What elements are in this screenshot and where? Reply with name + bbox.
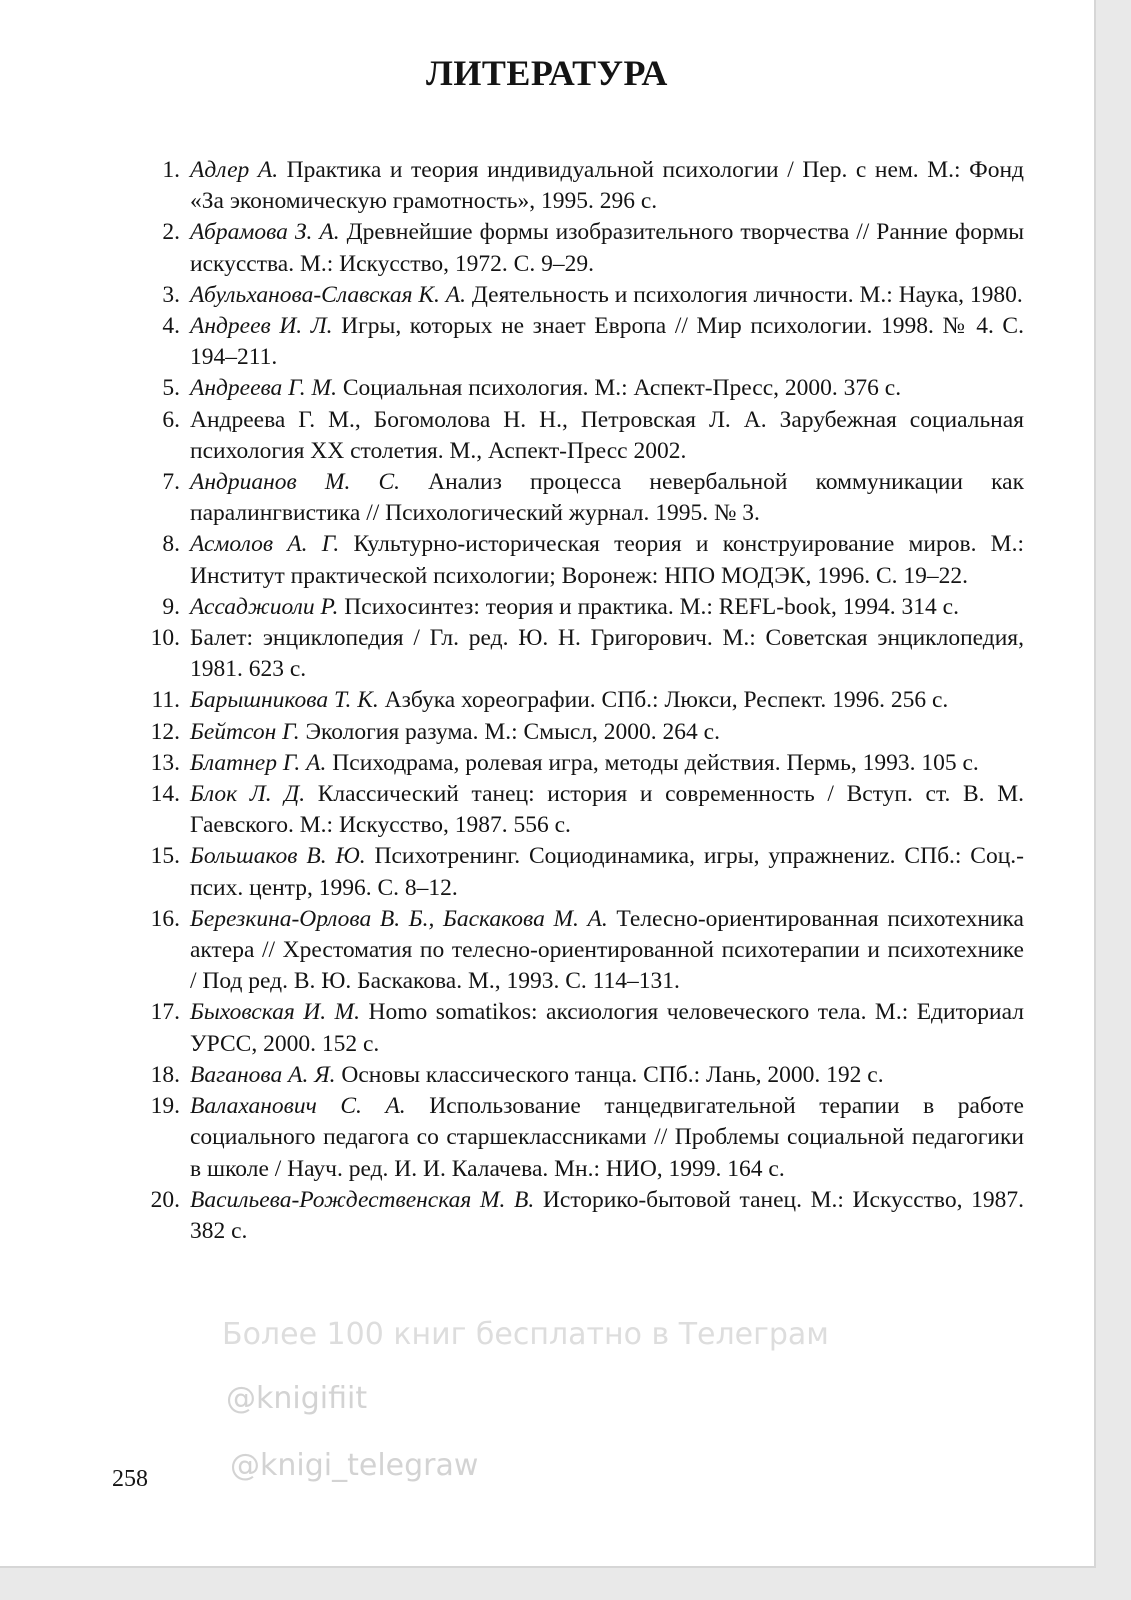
reference-item bbox=[138, 779, 1024, 841]
reference-number: 7. bbox=[162, 469, 180, 496]
reference-text: Психотренинг. Социодинамика, игры, упражнениz. СПб.: Соц.-псих. центр, 1996. С. 8–12. bbox=[190, 843, 1024, 901]
reference-text: Древнейшие формы изобразительного творчества // Ранние формы искусства. М.: Искусство, 1972. С. 9–29. bbox=[190, 219, 1024, 277]
reference-text: Психосинтез: теория и практика. М.: REFL-book, 1994. 314 с. bbox=[338, 593, 959, 620]
reference-author: Большаков В. Ю. bbox=[190, 843, 366, 870]
reference-number: 3. bbox=[162, 281, 180, 308]
reference-item bbox=[138, 373, 1024, 404]
reference-author: Абрамова З. А. bbox=[190, 219, 340, 246]
reference-item bbox=[138, 904, 1024, 998]
watermark-handle: @knigifiit bbox=[226, 1381, 368, 1416]
reference-author: Бейтсон Г. bbox=[190, 718, 300, 745]
reference-author: Быховская И. М. bbox=[190, 999, 361, 1026]
reference-number: 6. bbox=[162, 406, 180, 433]
reference-number: 16. bbox=[150, 905, 180, 932]
reference-item bbox=[138, 748, 1024, 779]
reference-number: 2. bbox=[162, 219, 180, 246]
reference-number: 9. bbox=[162, 593, 180, 620]
reference-author: Андреева Г. М. bbox=[190, 375, 337, 402]
reference-item bbox=[138, 217, 1024, 279]
reference-number: 5. bbox=[162, 375, 180, 402]
reference-author: Адлер А. bbox=[190, 157, 279, 183]
reference-item bbox=[138, 685, 1024, 716]
reference-number: 11. bbox=[151, 687, 180, 714]
reference-number: 4. bbox=[162, 313, 180, 340]
reference-number: 8. bbox=[162, 531, 180, 558]
reference-item bbox=[138, 997, 1024, 1059]
reference-list bbox=[138, 155, 1024, 1247]
reference-author: Блатнер Г. А. bbox=[190, 749, 327, 776]
reference-text: Экология разума. М.: Смысл, 2000. 264 с. bbox=[299, 718, 720, 745]
reference-item bbox=[138, 1060, 1024, 1091]
reference-author: Валаханович С. А. bbox=[190, 1093, 406, 1120]
reference-text: Телесно-ориентированная психотехника актера // Хрестоматия по телесно-ориентированной психотерапии и психотехнике / Под ред. В. Ю. Баскакова. М., 1993. С. 114–131. bbox=[190, 905, 1024, 995]
reference-item bbox=[138, 405, 1024, 467]
reference-number: 17. bbox=[150, 999, 180, 1026]
reference-number: 14. bbox=[150, 781, 180, 808]
reference-text: Использование танцедвигательной терапии в работе социального педагога со старшеклассниками // Проблемы социальной педагогики в школе / Науч. ред. И. И. Калачева. Мн.: НИО, 1999. 164 с. bbox=[190, 1093, 1024, 1182]
reference-item bbox=[138, 467, 1024, 529]
reference-item bbox=[138, 1091, 1024, 1185]
page-number: 258 bbox=[112, 1466, 148, 1492]
reference-author: Асмолов А. Г. bbox=[190, 531, 340, 558]
reference-item bbox=[138, 592, 1024, 623]
reference-author: Андреев И. Л. bbox=[190, 313, 333, 340]
reference-text: Деятельность и психология личности. М.: Наука, 1980. bbox=[465, 281, 1023, 308]
reference-number: 10. bbox=[150, 625, 180, 652]
reference-text: Психодрама, ролевая игра, методы действия. Пермь, 1993. 105 с. bbox=[326, 749, 979, 776]
reference-item bbox=[138, 717, 1024, 748]
watermark-text: Более 100 книг бесплатно в Телеграм bbox=[222, 1317, 829, 1352]
reference-item bbox=[138, 311, 1024, 373]
reference-text: Классический танец: история и современность / Вступ. ст. В. М. Гаевского. М.: Искусство, 1987. 556 с. bbox=[190, 781, 1024, 839]
reference-text: Андреева Г. М., Богомолова Н. Н., Петровская Л. А. Зарубежная социальная психология XX столетия. М., Аспект-Пресс 2002. bbox=[190, 406, 1024, 464]
reference-number: 13. bbox=[150, 749, 180, 776]
reference-text: Игры, которых не знает Европа // Мир психологии. 1998. № 4. С. 194–211. bbox=[190, 313, 1024, 371]
reference-item bbox=[138, 1185, 1024, 1247]
reference-author: Ассаджиоли Р. bbox=[190, 593, 339, 620]
reference-text: Практика и теория индивидуальной психологии / Пер. с нем. М.: Фонд «За экономическую грамотность», 1995. 296 с. bbox=[190, 157, 1024, 215]
reference-text: Балет: энциклопедия / Гл. ред. Ю. Н. Григорович. М.: Советская энциклопедия, 1981. 623 с. bbox=[190, 625, 1024, 683]
reference-number: 15. bbox=[150, 843, 180, 870]
page-title: ЛИТЕРАТУРА bbox=[426, 53, 668, 93]
reference-text: Культурно-историческая теория и конструирование миров. М.: Институт практической психологии; Воронеж: НПО МОДЭК, 1996. С. 19–22. bbox=[190, 531, 1024, 589]
reference-text: Homo somatikos: аксиология человеческого тела. М.: Едиториал УРСС, 2000. 152 с. bbox=[190, 999, 1024, 1057]
reference-author: Абульханова-Славская К. А. bbox=[190, 281, 466, 308]
reference-item bbox=[138, 529, 1024, 591]
reference-text: Основы классического танца. СПб.: Лань, 2000. 192 с. bbox=[335, 1061, 884, 1088]
reference-number: 18. bbox=[150, 1061, 180, 1088]
reference-item bbox=[138, 623, 1024, 685]
reference-author: Березкина-Орлова В. Б., Баскакова М. А. bbox=[190, 905, 608, 932]
reference-number: 19. bbox=[150, 1093, 180, 1120]
reference-text: Историко-бытовой танец. М.: Искусство, 1987. 382 с. bbox=[190, 1186, 1025, 1244]
reference-item bbox=[138, 280, 1024, 311]
reference-author: Васильева-Рождественская М. В. bbox=[190, 1186, 535, 1213]
reference-item bbox=[138, 841, 1024, 903]
reference-number: 20. bbox=[150, 1186, 180, 1213]
reference-author: Блок Л. Д. bbox=[190, 781, 306, 808]
reference-author: Барышникова Т. К. bbox=[190, 687, 379, 714]
reference-number: 1. bbox=[162, 157, 180, 183]
watermark-handle-secondary: @knigi_telegraw bbox=[230, 1448, 479, 1483]
reference-text: Азбука хореографии. СПб.: Люкси, Респект. 1996. 256 с. bbox=[378, 687, 949, 714]
reference-text: Социальная психология. М.: Аспект-Пресс, 2000. 376 с. bbox=[336, 375, 902, 402]
reference-text: Анализ процесса невербальной коммуникации как паралингвистика // Психологический журнал. 1995. № 3. bbox=[190, 469, 1024, 527]
reference-author: Ваганова А. Я. bbox=[190, 1061, 336, 1088]
reference-item bbox=[138, 155, 1024, 217]
reference-author: Андрианов М. С. bbox=[190, 469, 400, 496]
reference-number: 12. bbox=[150, 718, 180, 745]
